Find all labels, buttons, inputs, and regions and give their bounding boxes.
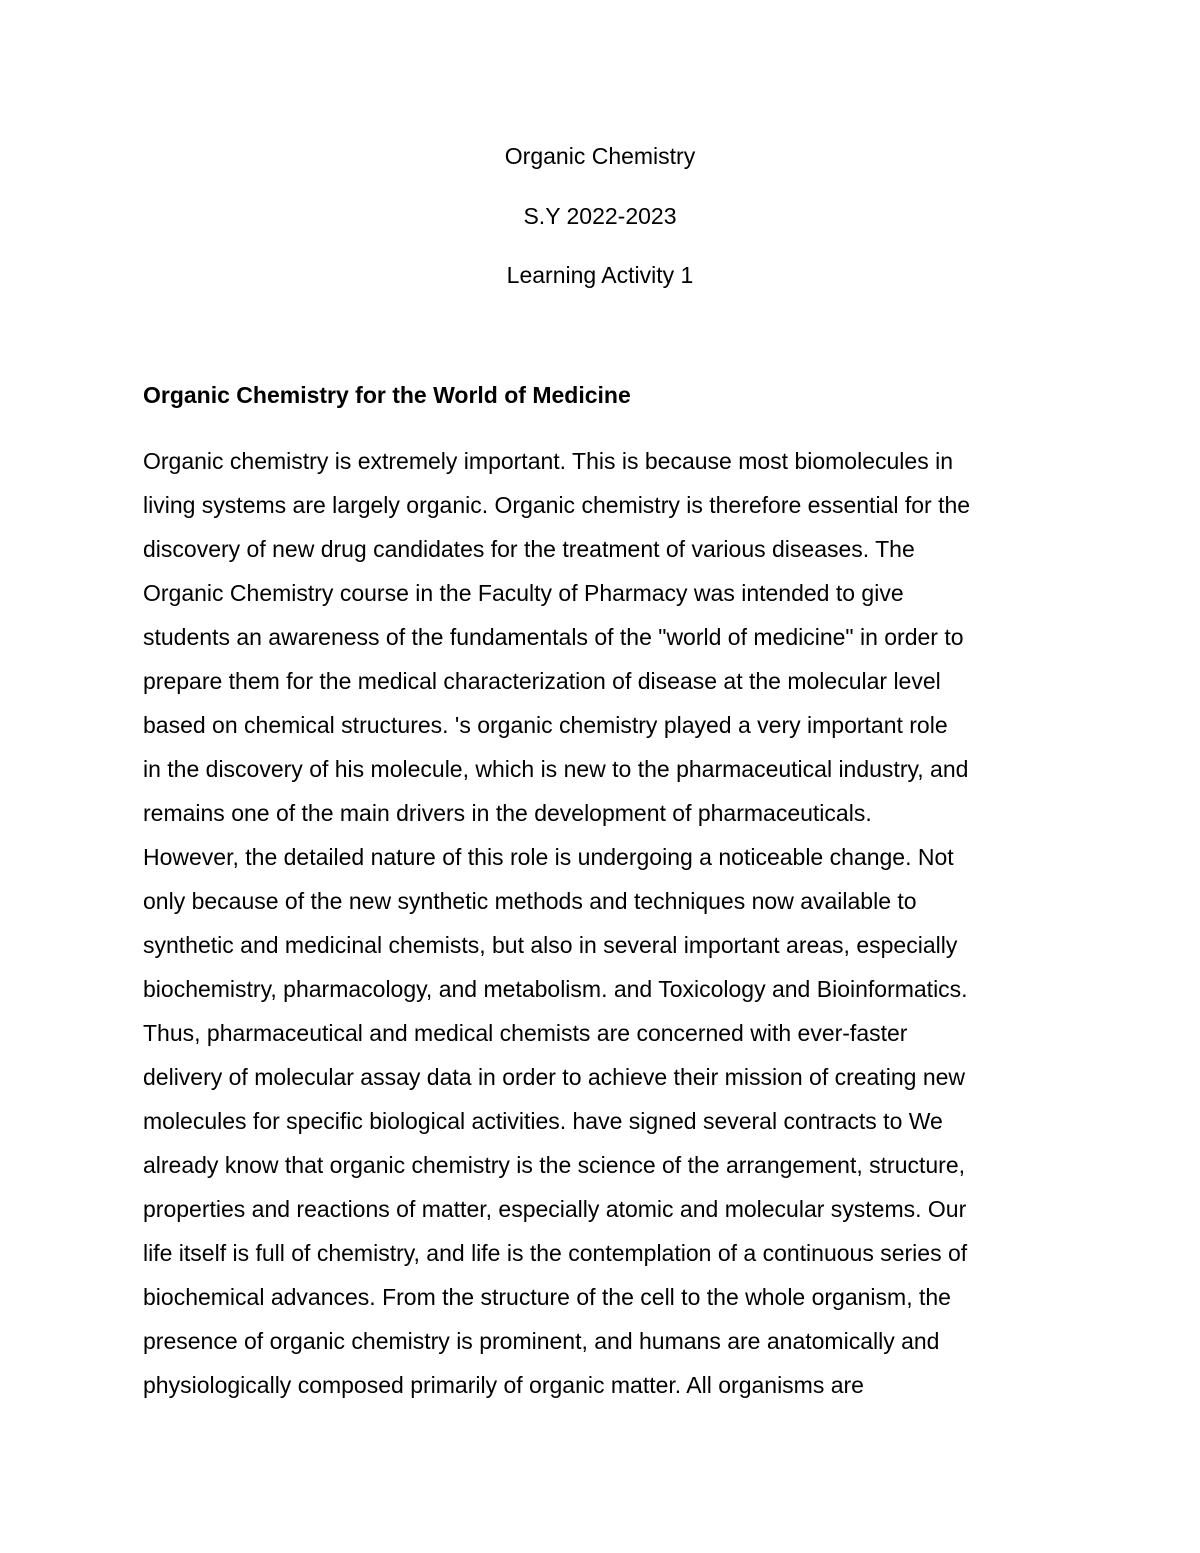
body-line: Organic Chemistry course in the Faculty of Pharmacy was intended to give [143, 580, 904, 606]
body-line: prepare them for the medical characterization of disease at the molecular level [143, 668, 941, 694]
course-title: Organic Chemistry [504, 143, 696, 169]
body-line: discovery of new drug candidates for the treatment of various diseases. The [143, 536, 915, 562]
body-line: However, the detailed nature of this role is undergoing a noticeable change. Not [143, 844, 954, 870]
body-line: remains one of the main drivers in the development of pharmaceuticals. [143, 800, 872, 826]
body-line: Thus, pharmaceutical and medical chemists are concerned with ever-faster [143, 1020, 908, 1046]
school-year: S.Y 2022-2023 [523, 203, 677, 229]
body-line: physiologically composed primarily of organic matter. All organisms are [143, 1372, 864, 1398]
body-line: delivery of molecular assay data in order to achieve their mission of creating new [143, 1064, 966, 1090]
body-line: molecules for specific biological activities. have signed several contracts to We [143, 1108, 943, 1134]
body-line: properties and reactions of matter, especially atomic and molecular systems. Our [143, 1196, 967, 1222]
body-line: living systems are largely organic. Organic chemistry is therefore essential for the [143, 492, 971, 518]
body-line: students an awareness of the fundamentals of the "world of medicine" in order to [143, 624, 964, 650]
body-line: biochemical advances. From the structure of the cell to the whole organism, the [143, 1284, 951, 1310]
section-heading: Organic Chemistry for the World of Medicine [143, 382, 631, 408]
body-line: only because of the new synthetic methods and techniques now available to [143, 888, 917, 914]
body-line: presence of organic chemistry is prominent, and humans are anatomically and [143, 1328, 940, 1354]
body-paragraph [143, 439, 1083, 1407]
body-line: synthetic and medicinal chemists, but also in several important areas, especially [143, 932, 958, 958]
body-line: in the discovery of his molecule, which is new to the pharmaceutical industry, and [143, 756, 969, 782]
body-line: based on chemical structures. 's organic chemistry played a very important role [143, 712, 948, 738]
activity-title: Learning Activity 1 [506, 262, 694, 288]
body-line: already know that organic chemistry is the science of the arrangement, structure, [143, 1152, 966, 1178]
body-line: Organic chemistry is extremely important. This is because most biomolecules in [143, 448, 953, 474]
body-line: biochemistry, pharmacology, and metabolism. and Toxicology and Bioinformatics. [143, 976, 968, 1002]
body-line: life itself is full of chemistry, and life is the contemplation of a continuous series of [143, 1240, 968, 1266]
